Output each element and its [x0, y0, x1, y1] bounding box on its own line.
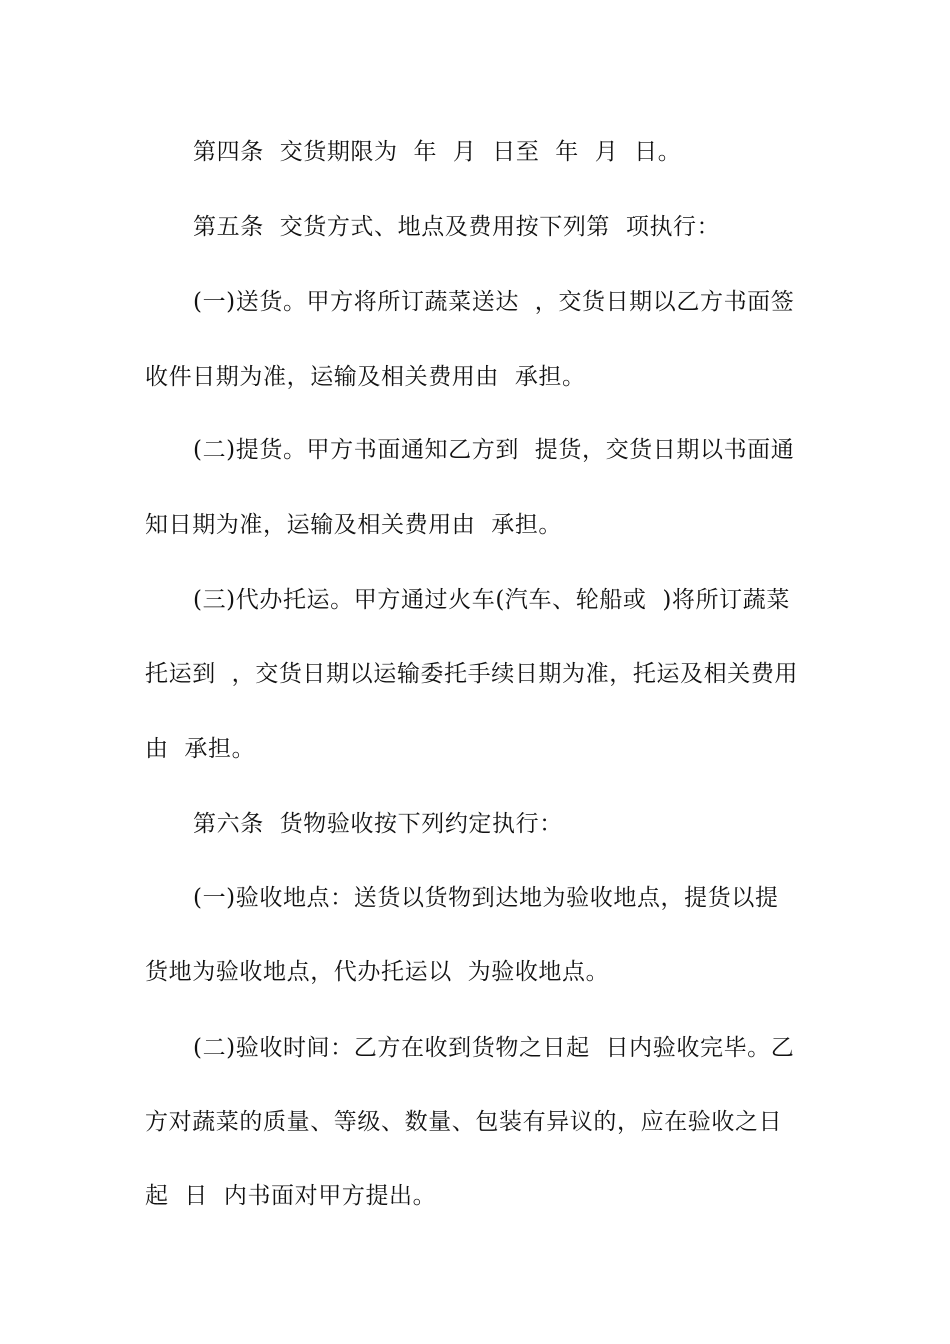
inspection-time-line-3: 起 日 内书面对甲方提出。 [145, 1183, 437, 1209]
delivery-option-2-line-2: 知日期为准，运输及相关费用由 承担。 [145, 512, 563, 538]
delivery-option-3-line-2: 托运到 ，交货日期以运输委托手续日期为准，托运及相关费用 [145, 661, 799, 687]
delivery-option-3-line-1: (三)代办托运。甲方通过火车(汽车、轮船或 )将所订蔬菜 [193, 587, 790, 613]
delivery-option-2-line-1: (二)提货。甲方书面通知乙方到 提货，交货日期以书面通 [193, 437, 795, 463]
delivery-option-1-line-1: (一)送货。甲方将所订蔬菜送达 ，交货日期以乙方书面签 [193, 289, 795, 315]
inspection-location-line-2: 货地为验收地点，代办托运以 为验收地点。 [145, 959, 610, 985]
inspection-time-line-1: (二)验收时间：乙方在收到货物之日起 日内验收完毕。乙 [193, 1035, 795, 1061]
article-6-line: 第六条 货物验收按下列约定执行： [193, 811, 563, 837]
article-4-line: 第四条 交货期限为 年 月 日至 年 月 日。 [193, 139, 682, 165]
inspection-time-line-2: 方对蔬菜的质量、等级、数量、包装有异议的，应在验收之日 [145, 1109, 783, 1135]
delivery-option-3-line-3: 由 承担。 [145, 736, 256, 762]
inspection-location-line-1: (一)验收地点：送货以货物到达地为验收地点，提货以提 [193, 885, 779, 911]
article-5-line: 第五条 交货方式、地点及费用按下列第 项执行： [193, 214, 721, 240]
delivery-option-1-line-2: 收件日期为准，运输及相关费用由 承担。 [145, 364, 586, 390]
